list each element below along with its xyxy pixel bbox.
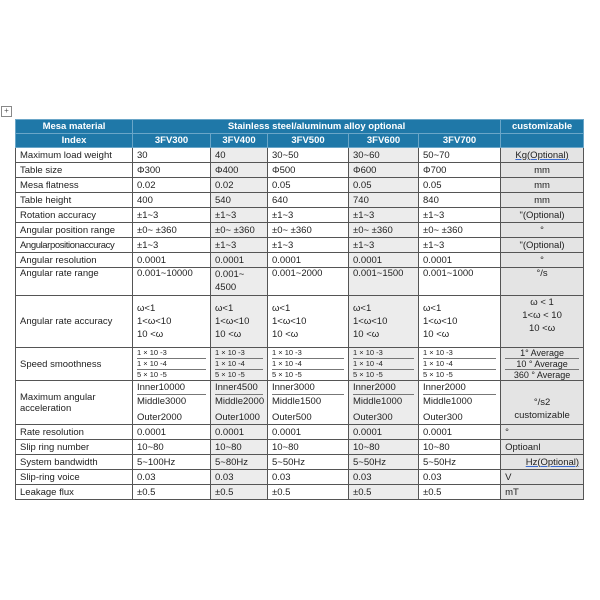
cell: ±1~3 [133,208,211,223]
row-label: Rate resolution [16,425,133,440]
row-label: Table size [16,163,133,178]
unit-cell: ° [501,425,584,440]
cell: 0.03 [268,470,349,485]
cell: 40 [211,148,268,163]
cell: ±1~3 [211,208,268,223]
row-label: Table height [16,193,133,208]
cell-line: Middle2000 [215,396,265,407]
row-label: Leakage flux [16,485,133,500]
cell: 0.001~1500 [349,268,419,296]
unit-text: Kg(Optional) [515,149,569,161]
cell-line: Outer500 [272,412,312,423]
cell-line: Inner2000 [353,382,396,393]
unit-cell: ° [501,253,584,268]
cell-line: ω<1 [423,303,442,314]
cell: Φ400 [211,163,268,178]
cell: 0.0001 [349,253,419,268]
cell-line: Inner3000 [272,382,315,393]
cell: 0.03 [133,470,211,485]
unit-line: 360 ° Average [513,370,571,380]
cell-line: 10 <ω [137,329,164,340]
cell: 0.05 [349,178,419,193]
cell [268,296,349,348]
unit-cell: ° [501,223,584,238]
cell-line: Inner10000 [137,382,186,393]
row-label: Angular rate accuracy [16,296,133,348]
unit-cell: mm [501,178,584,193]
model-header: 3FV600 [349,134,419,148]
cell: 5~100Hz [133,455,211,470]
table-row [16,208,584,223]
unit-cell [501,455,584,470]
cell: 640 [268,193,349,208]
unit-text: Hz(Optional) [525,456,580,468]
row-label: Maximum load weight [16,148,133,163]
cell: 0.0001 [211,253,268,268]
unit-cell: mm [501,163,584,178]
table-row [16,455,584,470]
cell-line: 1 × 10 -3 [272,348,344,359]
unit-header-empty [501,134,584,148]
model-header: 3FV400 [211,134,268,148]
model-header: 3FV300 [133,134,211,148]
cell-line: Middle1000 [353,394,414,408]
cell: Φ600 [349,163,419,178]
table-row [16,440,584,455]
cell: 0.0001 [268,425,349,440]
cell: 0.02 [211,178,268,193]
cell-line: ω<1 [215,303,234,314]
cell-line: Outer2000 [137,412,182,423]
cell: 0.0001 [419,253,501,268]
cell: ±0~ ±360 [211,223,268,238]
table-row [16,223,584,238]
cell-line: 1<ω<10 [272,316,307,327]
cell-line: ω<1 [353,303,372,314]
row-label: Angularpositionaccuracy [16,238,133,253]
unit-cell [501,348,584,381]
cell: 10~80 [268,440,349,455]
cell: 0.03 [211,470,268,485]
cell: 5~50Hz [268,455,349,470]
mesa-material-label: Mesa material [16,120,133,134]
row-label: Rotation accuracy [16,208,133,223]
cell: ±1~3 [349,238,419,253]
cell-line: Middle3000 [137,394,206,408]
unit-cell [501,381,584,425]
table-move-handle-icon[interactable]: + [1,106,12,117]
cell: 0.05 [419,178,501,193]
model-header: 3FV700 [419,134,501,148]
header-row-material [16,120,584,134]
cell: 10~80 [211,440,268,455]
cell-line: 1 × 10 -3 [215,348,263,359]
header-row-models [16,134,584,148]
unit-line: 10 ° Average [505,359,579,370]
unit-cell: mm [501,193,584,208]
cell: ±1~3 [349,208,419,223]
row-label: Slip-ring voice [16,470,133,485]
row-label: Angular resolution [16,253,133,268]
cell-line: 1 × 10 -3 [137,348,206,359]
unit-line [505,383,579,396]
cell: ±1~3 [211,238,268,253]
cell: 0.03 [419,470,501,485]
row-label: Mesa flatness [16,178,133,193]
table-row [16,253,584,268]
cell-line: 1<ω<10 [215,316,250,327]
table-row [16,348,584,381]
cell [133,381,211,425]
cell: ±0.5 [211,485,268,500]
cell: 0.02 [133,178,211,193]
cell [349,296,419,348]
unit-cell: °/s [501,268,584,296]
cell: ±0.5 [268,485,349,500]
cell: 5~50Hz [349,455,419,470]
table-row [16,148,584,163]
cell [211,296,268,348]
table-row [16,178,584,193]
table-row [16,425,584,440]
unit-line: °/s2 [533,397,551,408]
cell: 0.0001 [349,425,419,440]
unit-cell [501,296,584,348]
cell-line: 1 × 10 -4 [423,359,496,370]
table-row [16,163,584,178]
unit-line: 10 <ω [528,323,556,334]
table-row [16,470,584,485]
cell-line: 1<ω<10 [353,316,388,327]
table-row [16,485,584,500]
cell: 10~80 [133,440,211,455]
cell-line: 5 × 10 -5 [353,370,383,379]
cell: 10~80 [419,440,501,455]
customizable-label: customizable [501,120,584,134]
cell [133,348,211,381]
unit-cell: Optioanl [501,440,584,455]
cell: ±1~3 [419,208,501,223]
cell: 0.05 [268,178,349,193]
cell: ±0.5 [133,485,211,500]
table-row [16,238,584,253]
row-label: Maximum angular acceleration [16,381,133,425]
cell: ±0.5 [349,485,419,500]
cell: Φ500 [268,163,349,178]
row-label: Angular rate range [16,268,133,296]
cell: 840 [419,193,501,208]
cell [268,381,349,425]
cell-line: 1 × 10 -4 [353,359,414,370]
cell: 0.0001 [211,425,268,440]
cell: 0.0001 [133,425,211,440]
table-row [16,268,584,296]
cell-line: 5 × 10 -5 [272,370,302,379]
cell [419,296,501,348]
cell-line: 5 × 10 -5 [215,370,245,379]
cell: ±0~ ±360 [268,223,349,238]
cell-line: Inner2000 [423,382,466,393]
cell-line: 1 × 10 -4 [215,359,263,370]
cell: 540 [211,193,268,208]
cell: 0.0001 [419,425,501,440]
cell: 0.0001 [268,253,349,268]
cell-line: 10 <ω [353,329,380,340]
table-row [16,193,584,208]
cell: 30~50 [268,148,349,163]
spec-table [15,119,584,500]
cell: 30~60 [349,148,419,163]
cell-line: 10 <ω [423,329,450,340]
unit-cell: V [501,470,584,485]
cell-line: Outer300 [423,412,463,423]
cell: 10~80 [349,440,419,455]
unit-line: 1° Average [505,348,579,359]
cell: 50~70 [419,148,501,163]
cell: 0.001~10000 [133,268,211,296]
cell: ±0~ ±360 [133,223,211,238]
cell: 5~80Hz [211,455,268,470]
cell-line: 1<ω<10 [423,316,458,327]
cell [133,296,211,348]
cell: ±0~ ±360 [349,223,419,238]
cell-line: Outer300 [353,412,393,423]
cell-line: Outer1000 [215,412,260,423]
unit-cell: "(Optional) [501,238,584,253]
cell: 0.001~2000 [268,268,349,296]
cell-line: 1<ω<10 [137,316,172,327]
index-label: Index [16,134,133,148]
cell: 5~50Hz [419,455,501,470]
cell-line: Inner4500 [215,382,258,393]
cell: ±0.5 [419,485,501,500]
cell: ±1~3 [133,238,211,253]
unit-line: 1<ω < 10 [522,310,562,321]
cell-line: 1 × 10 -4 [137,359,206,370]
cell-line: ω<1 [137,303,156,314]
cell [419,348,501,381]
row-label: Slip ring number [16,440,133,455]
cell-line: 5 × 10 -5 [423,370,453,379]
cell-line: 1 × 10 -3 [423,348,496,359]
cell [419,381,501,425]
cell [349,381,419,425]
cell-line: 1 × 10 -3 [353,348,414,359]
cell: ±0~ ±360 [419,223,501,238]
unit-line: customizable [514,410,570,421]
cell: 0.001~ 4500 [211,268,268,296]
row-label: Angular position range [16,223,133,238]
unit-cell: mT [501,485,584,500]
row-label: Speed smoothness [16,348,133,381]
cell: 30 [133,148,211,163]
cell: Φ300 [133,163,211,178]
model-header: 3FV500 [268,134,349,148]
table-row [16,381,584,425]
cell-line: 10 <ω [215,329,242,340]
cell [268,348,349,381]
cell-line: 1 × 10 -4 [272,359,344,370]
unit-cell: "(Optional) [501,208,584,223]
cell: 0.001~1000 [419,268,501,296]
cell [211,348,268,381]
table-row [16,296,584,348]
cell-line: Middle1000 [423,394,496,408]
cell: ±1~3 [268,208,349,223]
cell: ±1~3 [268,238,349,253]
cell: 0.0001 [133,253,211,268]
cell-line: Middle1500 [272,394,344,408]
unit-line: ω < 1 [530,297,554,308]
unit-cell [501,148,584,163]
cell [211,381,268,425]
cell: 400 [133,193,211,208]
cell: 0.03 [349,470,419,485]
cell: Φ700 [419,163,501,178]
cell-line: 10 <ω [272,329,299,340]
cell-line: 5 × 10 -5 [137,370,167,379]
cell: ±1~3 [419,238,501,253]
cell: 740 [349,193,419,208]
cell [349,348,419,381]
cell-line: ω<1 [272,303,291,314]
material-value: Stainless steel/aluminum alloy optional [133,120,501,134]
row-label: System bandwidth [16,455,133,470]
